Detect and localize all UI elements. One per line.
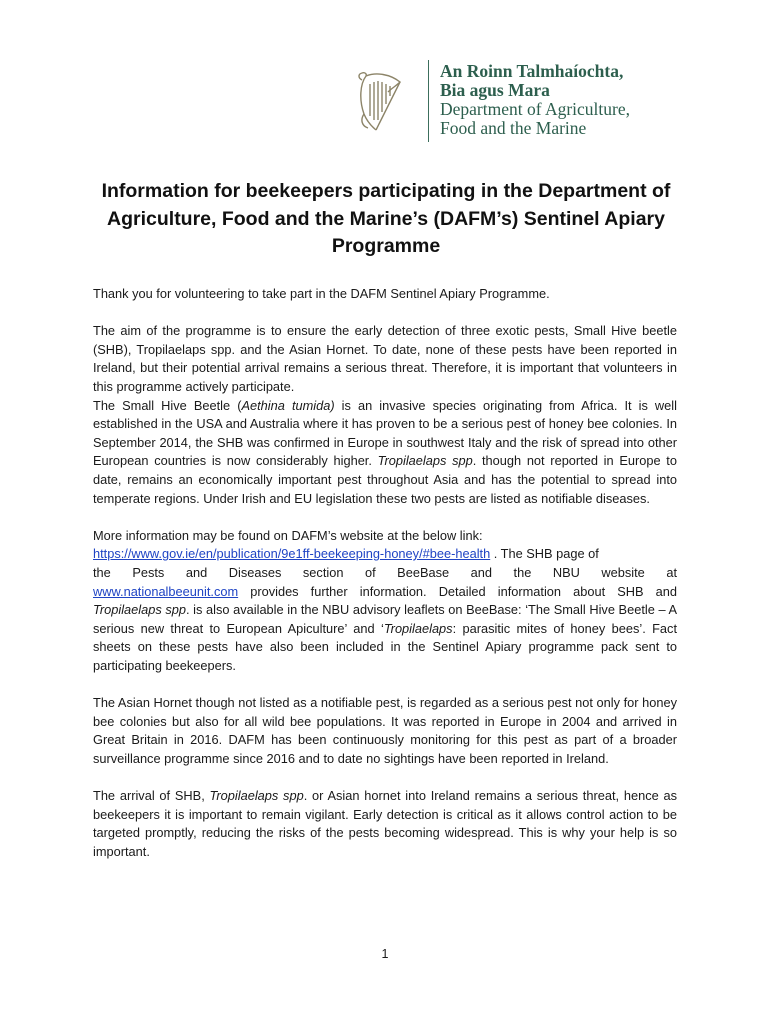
page-number: 1 bbox=[381, 947, 389, 961]
department-name-english-line-1: Department of Agriculture, bbox=[440, 99, 631, 119]
logo-divider bbox=[428, 60, 429, 142]
paragraph-small-hive-beetle: The Small Hive Beetle (Aethina tumida) is an invasive species originating from Africa. It is well established in the USA and Australia where it has proven to be a serious pest of honey bee colonies. In September 2014, the SHB was confirmed in Europe in southwest Italy and the risk of spread into other European countries is now considerably higher. Tropilaelaps spp. though not reported in Europe to date, remains an economically important pest throughout Asia and has the potential to spread into temperate regions. Under Irish and EU legislation these two pests are listed as notifiable diseases. bbox=[93, 397, 677, 506]
paragraph-asian-hornet: The Asian Hornet though not listed as a notifiable pest, is regarded as a serious pest not only for honey bee colonies but also for all wild bee populations. It was reported in Europe in 2004 and arrived in Great Britain in 2016. DAFM has been continuously monitoring for this pest as part of a broader surveillance programme since 2016 and to date no sightings have been reported in Ireland. bbox=[93, 695, 677, 766]
paragraph-more-information: More information may be found on DAFM’s website at the below link: https://www.gov.ie/en/publication/9e1ff-beekeeping-honey/#bee-health . The SHB page of the Pests and Diseases section of BeeBase and the NBU website at www.nationalbeeunit.com provides further information. Detailed information about SHB and Tropilaelaps spp. is also available in the NBU advisory leaflets on BeeBase: ‘The Small Hive Beetle – A serious new threat to European Apiculture’ and ‘Tropilaelaps: parasitic mites of honey bees’. Fact sheets on these pests have also been included in the Sentinel Apiary programme pack sent to participating beekeepers. bbox=[93, 527, 678, 673]
department-name-irish-line-1: An Roinn Talmhaíochta, bbox=[440, 61, 624, 81]
dafm-bee-health-link[interactable]: https://www.gov.ie/en/publication/9e1ff-beekeeping-honey/#bee-health bbox=[93, 546, 491, 562]
department-name-english-line-2: Food and the Marine bbox=[440, 118, 587, 138]
harp-icon bbox=[356, 70, 406, 132]
document-title: Information for beekeepers participating in the Department of Agriculture, Food and the Marine’s (DAFM’s) Sentinel Apiary Programme bbox=[101, 180, 671, 257]
paragraph-aim: The aim of the programme is to ensure the early detection of three exotic pests, Small Hive beetle (SHB), Tropilaelaps spp. and the Asian Hornet. To date, none of these pests have been reported in Ireland, but their potential arrival remains a serious threat. Therefore, it is important that volunteers in this programme actively participate. bbox=[93, 323, 677, 394]
paragraph-vigilance: The arrival of SHB, Tropilaelaps spp. or Asian hornet into Ireland remains a serious threat, hence as beekeepers it is important to remain vigilant. Early detection is critical as it allows control action to be targeted promptly, reducing the risks of the pests becoming widespread. This is why your help is so important. bbox=[93, 788, 678, 859]
document-body bbox=[93, 285, 677, 861]
pests-diseases-line: the Pests and Diseases section of BeeBase and the NBU website at bbox=[93, 564, 677, 580]
department-name-irish-line-2: Bia agus Mara bbox=[440, 80, 550, 100]
national-bee-unit-link[interactable]: www.nationalbeeunit.com bbox=[93, 583, 239, 599]
paragraph-thanks: Thank you for volunteering to take part in the DAFM Sentinel Apiary Programme. bbox=[93, 286, 550, 301]
department-name bbox=[440, 62, 700, 138]
